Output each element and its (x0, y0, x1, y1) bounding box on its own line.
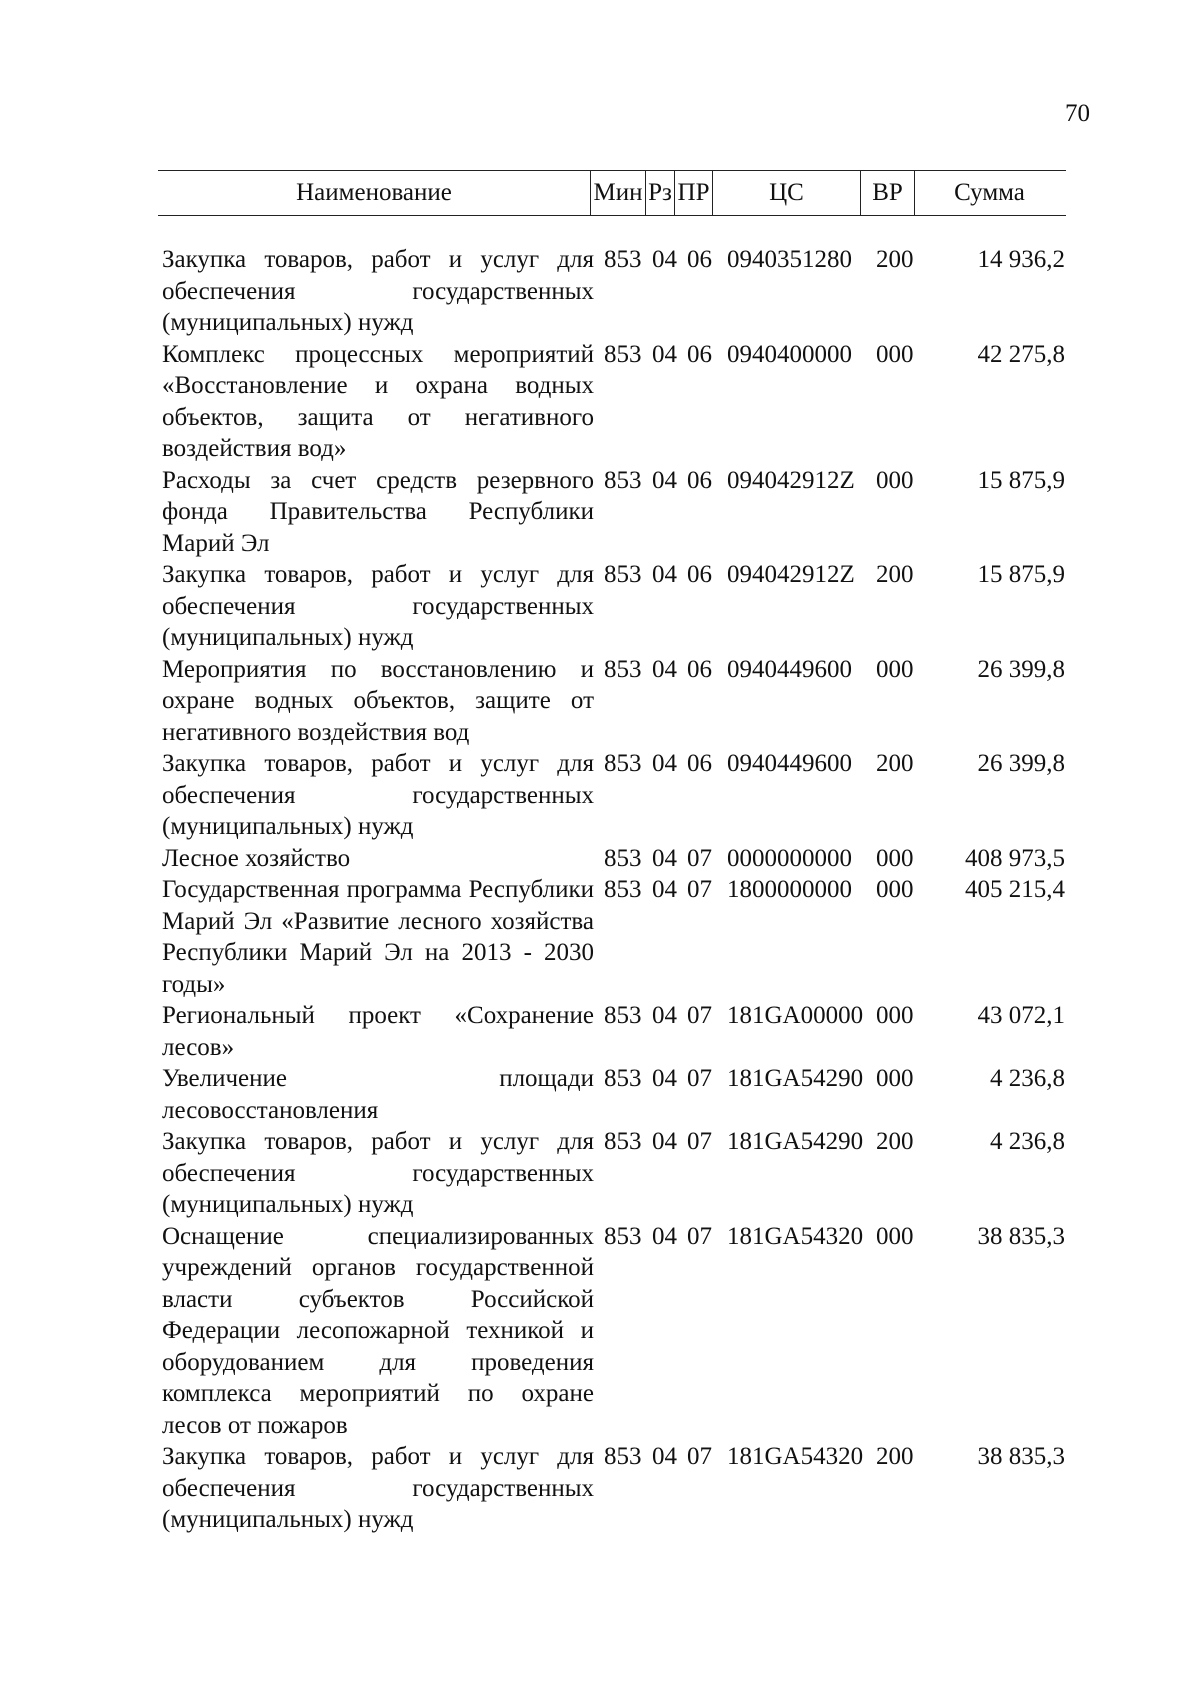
header-pr: ПР (674, 171, 712, 215)
row-pr: 07 (687, 876, 712, 903)
row-rz: 04 (652, 655, 677, 683)
row-vr: 000 (876, 340, 914, 368)
row-rz: 04 (652, 876, 677, 903)
table-row (0, 874, 1200, 1000)
row-name: Расходы за счет средств резервного фонда Правительства Республики Марий Эл (162, 466, 594, 557)
row-sum: 4 236,8 (990, 1065, 1065, 1092)
row-pr: 06 (687, 561, 712, 588)
row-name: Увеличение площади лесовосстановления (162, 1065, 594, 1124)
row-sum: 408 973,5 (965, 844, 1065, 872)
table-row (0, 339, 1200, 465)
table-row (0, 843, 1200, 875)
row-pr: 07 (687, 1222, 712, 1250)
row-cs: 0000000000 (727, 844, 852, 872)
row-pr: 07 (687, 1128, 712, 1155)
row-name: Государственная программа Республики Марий Эл «Развитие лесного хозяйства Республики Марий Эл на 2013 - 2030 годы» (162, 876, 594, 998)
header-min: Мин (590, 171, 645, 215)
row-name: Закупка товаров, работ и услуг для обеспечения государственных (муниципальных) нужд (162, 561, 594, 651)
header-rz: Рз (645, 171, 674, 215)
row-name: Мероприятия по восстановлению и охране водных объектов, защите от негативного воздействия вод (162, 655, 594, 746)
row-cs: 181GA00000 (727, 1002, 864, 1029)
table-row (0, 654, 1200, 749)
row-pr: 06 (687, 466, 712, 494)
row-rz: 04 (652, 246, 677, 273)
row-min: 853 (604, 750, 642, 777)
row-rz: 04 (652, 1222, 677, 1250)
table-row (0, 244, 1200, 339)
table-row (0, 1221, 1200, 1442)
row-cs: 0940449600 (727, 750, 852, 777)
row-sum: 15 875,9 (977, 466, 1065, 494)
header-vr: ВР (860, 171, 914, 215)
row-sum: 43 072,1 (977, 1002, 1065, 1029)
row-sum: 38 835,3 (977, 1222, 1065, 1250)
row-pr: 07 (687, 1065, 712, 1092)
row-cs: 094042912Z (727, 561, 855, 588)
row-cs: 181GA54320 (727, 1222, 864, 1250)
row-rz: 04 (652, 340, 677, 368)
row-rz: 04 (652, 466, 677, 494)
row-sum: 15 875,9 (977, 561, 1065, 588)
row-vr: 000 (876, 1222, 914, 1250)
row-sum: 38 835,3 (977, 1443, 1065, 1470)
row-vr: 000 (876, 1002, 914, 1029)
table-row (0, 1441, 1200, 1536)
row-sum: 405 215,4 (965, 876, 1065, 903)
row-pr: 06 (687, 340, 712, 368)
row-cs: 181GA54290 (727, 1128, 864, 1155)
row-cs: 1800000000 (727, 876, 852, 903)
row-sum: 26 399,8 (977, 655, 1065, 683)
row-vr: 200 (876, 1443, 914, 1470)
row-name: Комплекс процессных мероприятий «Восстановление и охрана водных объектов, защита от негативного воздействия вод» (162, 340, 594, 462)
table-header (158, 170, 1066, 216)
row-name: Оснащение специализированных учреждений органов государственной власти субъектов Российской Федерации лесопожарной техникой и оборудованием для проведения комплекса мероприятий по охране лесов от пожаров (162, 1222, 594, 1439)
row-min: 853 (604, 1443, 642, 1470)
row-vr: 200 (876, 1128, 914, 1155)
row-name: Закупка товаров, работ и услуг для обеспечения государственных (муниципальных) нужд (162, 750, 594, 840)
row-cs: 094042912Z (727, 466, 855, 494)
row-rz: 04 (652, 1128, 677, 1155)
row-rz: 04 (652, 844, 677, 872)
header-sum: Сумма (914, 171, 1064, 215)
row-cs: 181GA54320 (727, 1443, 864, 1470)
row-min: 853 (604, 466, 642, 494)
row-vr: 000 (876, 466, 914, 494)
row-cs: 181GA54290 (727, 1065, 864, 1092)
table-row (0, 1126, 1200, 1221)
table-row (0, 465, 1200, 560)
row-cs: 0940351280 (727, 246, 852, 273)
row-pr: 07 (687, 844, 712, 872)
row-cs: 0940449600 (727, 655, 852, 683)
row-pr: 06 (687, 655, 712, 683)
row-vr: 000 (876, 655, 914, 683)
table-body (0, 244, 1200, 1536)
row-vr: 000 (876, 876, 914, 903)
row-vr: 200 (876, 246, 914, 273)
row-vr: 000 (876, 1065, 914, 1092)
row-min: 853 (604, 1128, 642, 1155)
table-row (0, 1063, 1200, 1126)
row-sum: 4 236,8 (990, 1128, 1065, 1155)
table-row (0, 748, 1200, 843)
row-name: Региональный проект «Сохранение лесов» (162, 1002, 594, 1061)
row-rz: 04 (652, 1065, 677, 1092)
row-min: 853 (604, 340, 642, 368)
row-sum: 14 936,2 (977, 246, 1065, 273)
row-name: Закупка товаров, работ и услуг для обеспечения государственных (муниципальных) нужд (162, 1443, 594, 1533)
row-min: 853 (604, 844, 642, 872)
row-pr: 07 (687, 1002, 712, 1029)
row-vr: 200 (876, 750, 914, 777)
row-min: 853 (604, 561, 642, 588)
row-name: Лесное хозяйство (162, 844, 351, 872)
page-number: 70 (1065, 100, 1090, 127)
header-name: Наименование (296, 179, 452, 206)
row-name: Закупка товаров, работ и услуг для обеспечения государственных (муниципальных) нужд (162, 246, 594, 336)
row-rz: 04 (652, 561, 677, 588)
row-sum: 26 399,8 (977, 750, 1065, 777)
header-cs: ЦС (712, 171, 860, 215)
row-vr: 000 (876, 844, 914, 872)
row-pr: 06 (687, 750, 712, 777)
row-rz: 04 (652, 1443, 677, 1470)
row-rz: 04 (652, 750, 677, 777)
row-sum: 42 275,8 (977, 340, 1065, 368)
row-min: 853 (604, 246, 642, 273)
row-name: Закупка товаров, работ и услуг для обеспечения государственных (муниципальных) нужд (162, 1128, 594, 1218)
table-row (0, 559, 1200, 654)
row-min: 853 (604, 1222, 642, 1250)
row-min: 853 (604, 876, 642, 903)
row-vr: 200 (876, 561, 914, 588)
row-min: 853 (604, 1065, 642, 1092)
row-pr: 07 (687, 1443, 712, 1470)
row-pr: 06 (687, 246, 712, 273)
row-min: 853 (604, 655, 642, 683)
row-min: 853 (604, 1002, 642, 1029)
row-rz: 04 (652, 1002, 677, 1029)
row-cs: 0940400000 (727, 340, 852, 368)
table-row (0, 1000, 1200, 1063)
